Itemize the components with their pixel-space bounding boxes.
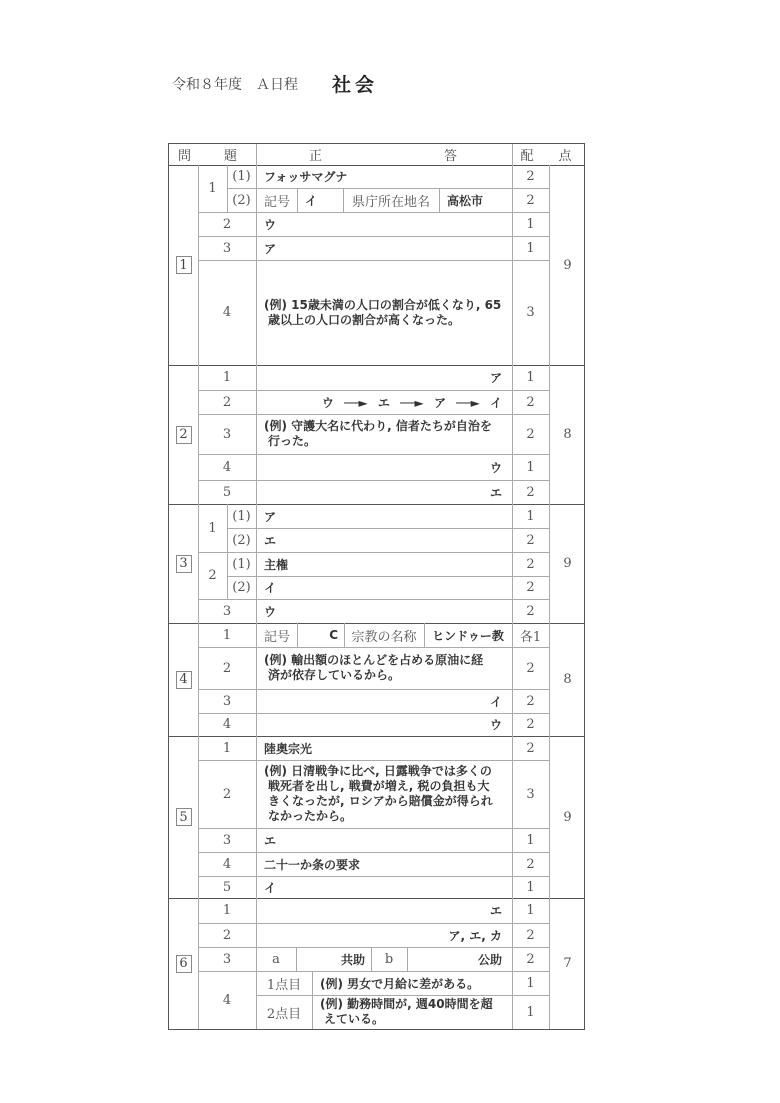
answer: エ (264, 833, 277, 848)
question-number: 3 (222, 951, 232, 967)
points: 1 (526, 370, 535, 385)
question-number: 2 (222, 660, 232, 676)
answer: ウ (264, 604, 277, 619)
answer-label: 県庁所在地名 (351, 194, 430, 210)
question-number: 3 (222, 603, 232, 619)
question-number: 4 (222, 717, 232, 732)
question-number: 4 (222, 305, 232, 320)
section-number: 2 (176, 426, 192, 444)
answer-symbol: C (329, 628, 338, 642)
year-session: 令和８年度 Ａ日程 (172, 77, 298, 93)
question-number: 2 (208, 568, 217, 583)
points: 1 (526, 240, 535, 256)
question-number: 2 (222, 927, 232, 943)
answer: エ (489, 904, 502, 918)
points: 2 (526, 532, 535, 548)
points: 1 (526, 459, 535, 475)
answer-symbol: イ (305, 193, 318, 208)
answer: ウ (489, 460, 502, 475)
header-question: 問 題 (177, 149, 247, 164)
points: 各1 (519, 629, 542, 645)
question-number: 2 (222, 216, 232, 232)
answer: ウ (264, 217, 277, 232)
sub-question: (1) (232, 556, 251, 572)
sub-question: (1) (232, 169, 251, 184)
section-number: 4 (176, 671, 192, 689)
sub-question: (2) (232, 580, 251, 595)
answer: エ (264, 533, 277, 548)
points: 2 (526, 426, 535, 442)
points: 2 (526, 484, 535, 500)
answer: 主権 (264, 557, 289, 572)
section-total: 9 (563, 257, 572, 273)
answer: イ (264, 581, 277, 595)
points: 2 (526, 192, 535, 208)
answer-value: ヒンドゥー教 (432, 628, 504, 643)
section-total: 9 (563, 809, 572, 825)
points: 2 (526, 740, 535, 756)
question-number: 4 (222, 459, 232, 475)
answer: (例) 日清戦争に比べ, 日露戦争では多くの 戦死者を出し, 戦費が増え, 税の負担も大 きくなったが, ロシアから賠償金が得られ なかったから。 (264, 764, 493, 823)
answer-value: 共助 (340, 952, 365, 967)
points: 2 (526, 927, 535, 943)
answer: (例) 輸出額のほとんどを占める原油に経 済が依存しているから。 (264, 653, 484, 682)
answer-label: b (384, 951, 394, 967)
points: 2 (526, 556, 535, 572)
question-number: 1 (222, 740, 232, 756)
points: 1 (526, 832, 535, 848)
answer-value: 高松市 (447, 193, 484, 208)
answer: ア (264, 509, 277, 524)
question-number: 3 (222, 240, 232, 256)
answer: ウ (489, 718, 502, 732)
sub-question: (2) (232, 192, 251, 208)
answer: (例) 男女で月給に差がある。 (320, 976, 480, 991)
question-number: 1 (222, 370, 232, 385)
answer-label: a (272, 951, 280, 967)
answer-value: 公助 (477, 952, 502, 967)
section-number: 6 (176, 955, 192, 973)
question-number: 5 (222, 484, 232, 500)
points: 1 (526, 216, 535, 232)
question-number: 5 (222, 879, 232, 895)
answer: ア, エ, カ (448, 928, 502, 943)
sub-question: (2) (232, 532, 251, 548)
question-number: 1 (222, 627, 232, 643)
section-total: 8 (563, 427, 572, 442)
question-number: 4 (222, 856, 232, 872)
answer: イ (489, 694, 502, 709)
question-number: 3 (222, 693, 232, 709)
section-number: 5 (176, 808, 192, 826)
answer: (例) 15歳未満の人口の割合が低くなり, 65 歳以上の人口の割合が高くなった。 (264, 297, 502, 327)
answer: エ (489, 485, 502, 500)
points: 2 (526, 394, 535, 410)
answer: (例) 守護大名に代わり, 信者たちが自治を 行った。 (264, 419, 492, 448)
answer: (例) 勤務時間が, 週40時間を超 えている。 (320, 997, 493, 1026)
points: 1 (526, 879, 535, 895)
points: 1 (526, 508, 535, 524)
section-total: 9 (563, 556, 572, 571)
question-number: 2 (222, 394, 232, 410)
points: 2 (526, 660, 535, 676)
section-total: 7 (563, 956, 572, 971)
answer: ア (264, 241, 277, 256)
points: 2 (526, 693, 535, 709)
answer: 二十一か条の要求 (264, 857, 361, 872)
sub-question: (1) (232, 508, 251, 524)
answer: フォッサマグナ (264, 170, 348, 184)
points: 3 (526, 305, 535, 320)
points: 2 (526, 169, 535, 184)
question-number: 3 (222, 426, 232, 442)
question-number: 1 (208, 520, 217, 536)
answer-label: 記号 (264, 194, 291, 210)
points: 2 (526, 580, 535, 595)
points: 1 (526, 1004, 535, 1020)
subject-title: 社会 (332, 74, 379, 96)
answer-sequence: ウ ──► エ ──► ア ──► イ (321, 395, 502, 410)
answer: ア (489, 371, 502, 385)
question-number: 1 (222, 903, 232, 918)
answer: イ (264, 880, 277, 895)
question-number: 1 (208, 181, 217, 196)
points: 1 (526, 903, 535, 918)
question-number: 2 (222, 786, 232, 802)
question-number: 4 (222, 992, 232, 1008)
points: 3 (526, 786, 535, 802)
sub-question: 2点目 (266, 1006, 302, 1022)
answer-key-table (168, 143, 585, 1030)
section-number: 1 (176, 256, 192, 274)
points: 2 (526, 717, 535, 732)
points: 2 (526, 856, 535, 872)
question-number: 3 (222, 832, 232, 848)
header-answer: 正 答 (308, 149, 459, 164)
points: 2 (526, 951, 535, 967)
section-number: 3 (176, 555, 192, 573)
header-points: 配 点 (520, 149, 578, 164)
answer: 陸奥宗光 (264, 741, 313, 756)
points: 2 (526, 603, 535, 619)
answer-label: 記号 (264, 629, 291, 645)
sub-question: 1点目 (266, 977, 302, 993)
section-total: 8 (563, 672, 572, 687)
points: 1 (526, 975, 535, 991)
answer-label: 宗教の名称 (351, 629, 417, 645)
